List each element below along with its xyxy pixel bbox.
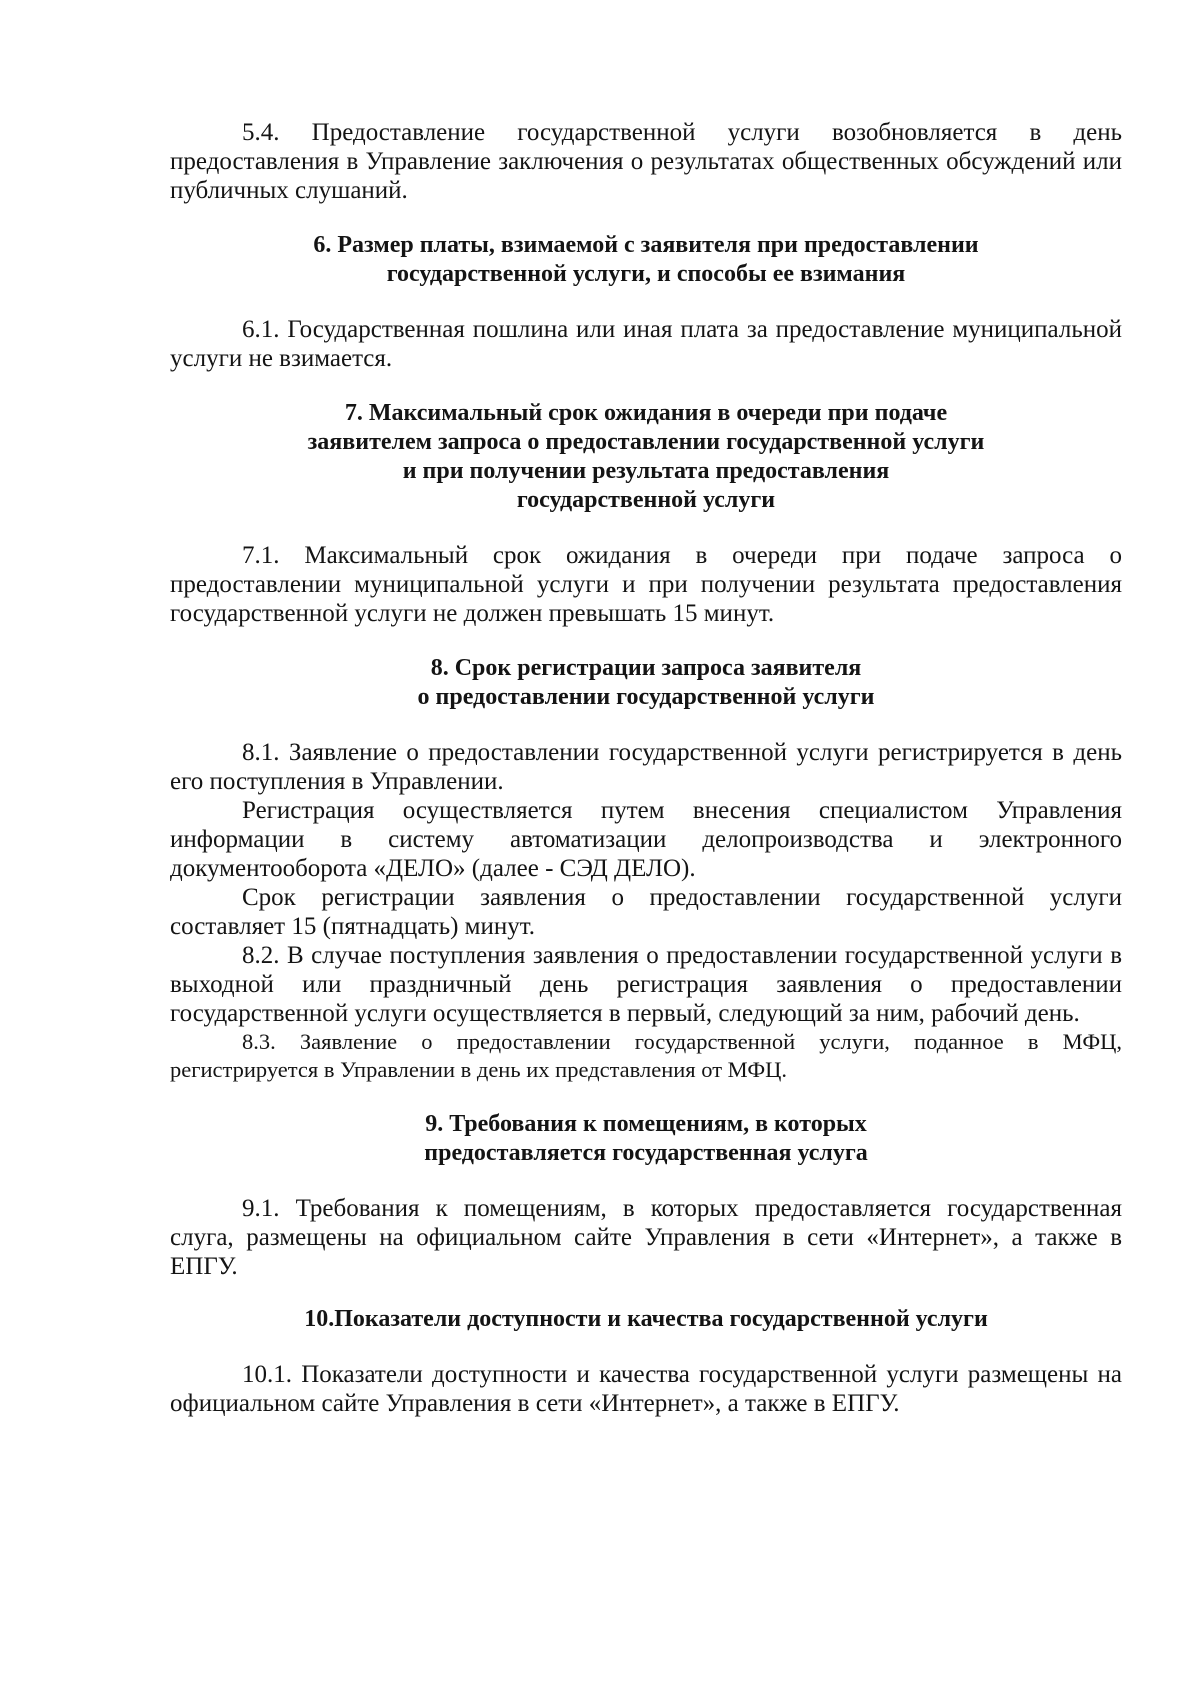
- section-9-heading-line-1: 9. Требования к помещениям, в которых: [425, 1111, 867, 1137]
- section-7-heading-line-4: государственной услуги: [516, 487, 776, 513]
- paragraph-6-1: 6.1. Государственная пошлина или иная плата за предоставление муниципальной услуги не взимается.: [170, 316, 1122, 372]
- section-9-heading-line-2: предоставляется государственная услуга: [424, 1140, 868, 1166]
- paragraph-8-1-registration: Регистрация осуществляется путем внесения специалистом Управления информации в систему автоматизации делопроизводства и электронного документооборота «ДЕЛО» (далее - СЭД ДЕЛО).: [170, 797, 1122, 882]
- section-8-heading: [170, 654, 1122, 712]
- paragraph-8-1-term: Срок регистрации заявления о предоставлении государственной услуги составляет 15 (пятнадцать) минут.: [170, 884, 1122, 940]
- section-6-heading: [170, 231, 1122, 289]
- paragraph-8-3: 8.3. Заявление о предоставлении государственной услуги, поданное в МФЦ, регистрируется в Управлении в день их представления от МФЦ.: [170, 1029, 1122, 1082]
- section-6-heading-line-2: государственной услуги, и способы ее взимания: [386, 261, 906, 287]
- section-7-heading-line-3: и при получении результата предоставления: [402, 458, 890, 484]
- paragraph-5-4: 5.4. Предоставление государственной услуги возобновляется в день предоставления в Управление заключения о результатах общественных обсуждений или публичных слушаний.: [170, 119, 1122, 204]
- paragraph-8-1: 8.1. Заявление о предоставлении государственной услуги регистрируется в день его поступления в Управлении.: [170, 739, 1122, 795]
- paragraph-10-1: 10.1. Показатели доступности и качества государственной услуги размещены на официальном сайте Управления в сети «Интернет», а также в ЕПГУ.: [170, 1361, 1122, 1417]
- section-9-heading: [170, 1110, 1122, 1168]
- section-7-heading-line-2: заявителем запроса о предоставлении государственной услуги: [307, 429, 985, 455]
- section-7-heading: [170, 399, 1122, 515]
- section-7-heading-line-1: 7. Максимальный срок ожидания в очереди при подаче: [344, 400, 948, 426]
- section-10-heading-line-1: 10.Показатели доступности и качества государственной услуги: [304, 1306, 988, 1332]
- paragraph-8-2: 8.2. В случае поступления заявления о предоставлении государственной услуги в выходной или праздничный день регистрация заявления о предоставлении государственной услуги осуществляется в первый, следующий за ним, рабочий день.: [170, 942, 1122, 1027]
- section-10-heading: [170, 1305, 1122, 1334]
- paragraph-7-1: 7.1. Максимальный срок ожидания в очереди при подаче запроса о предоставлении муниципальной услуги и при получении результата предоставления государственной услуги не должен превышать 15 минут.: [170, 542, 1122, 627]
- section-8-heading-line-2: о предоставлении государственной услуги: [417, 684, 875, 710]
- section-8-heading-line-1: 8. Срок регистрации запроса заявителя: [430, 655, 862, 681]
- paragraph-9-1: 9.1. Требования к помещениям, в которых предоставляется государственная слуга, размещены на официальном сайте Управления в сети «Интернет», а также в ЕПГУ.: [170, 1195, 1122, 1280]
- section-6-heading-line-1: 6. Размер платы, взимаемой с заявителя при предоставлении: [313, 232, 979, 258]
